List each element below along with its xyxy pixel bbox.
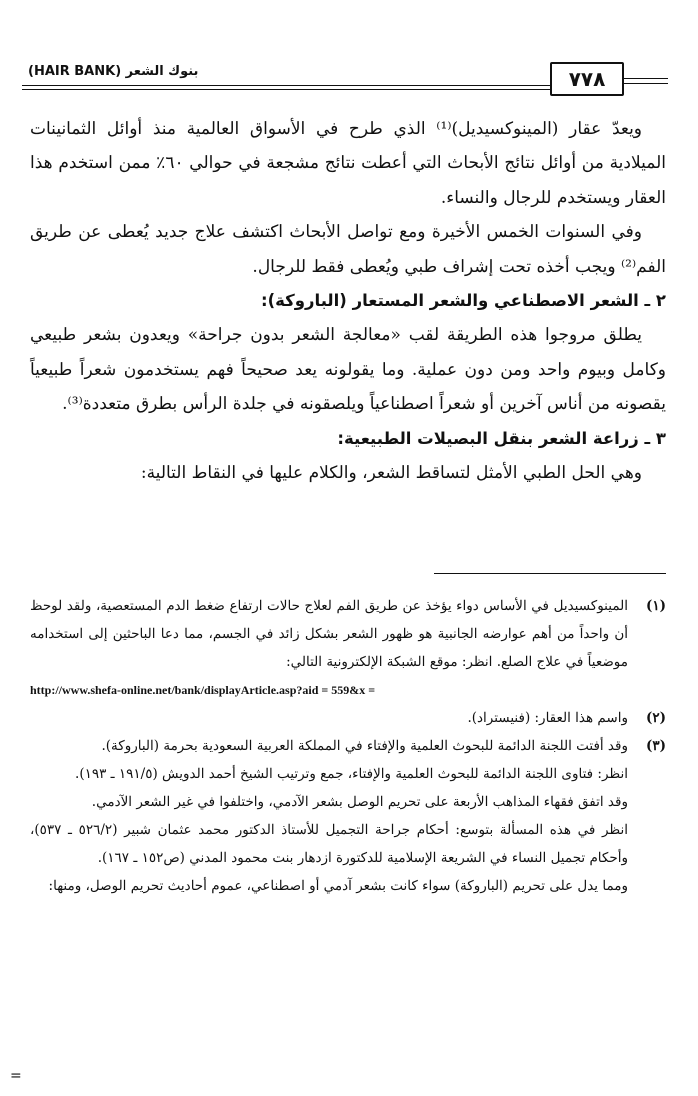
section-heading-transplant: ٣ ـ زراعة الشعر بنقل البصيلات الطبيعية:	[337, 428, 666, 448]
header-ornament-line-secondary	[622, 83, 668, 84]
page-header	[22, 58, 668, 98]
footnotes	[30, 592, 666, 900]
footnote-text: وقد أفتت اللجنة الدائمة للبحوث العلمية والإفتاء في المملكة العربية السعودية بحرمة (الباروكة).	[101, 738, 628, 754]
footnote-1	[30, 592, 666, 676]
footnote-separator	[434, 573, 666, 574]
page-number: ٧٧٨	[550, 62, 624, 96]
footnote-number: (١)	[645, 598, 666, 614]
paragraph-minoxidil: ويعدّ عقار (المينوكسيديل)⁽¹⁾ الذي طرح في الأسواق العالمية منذ أوائل الثمانينات الميلادية من أوائل نتائج الأبحاث التي أعطت نتائج مشجعة في حوالي ٦٠٪ ممن استخدم هذا العقار ويستخدم للرجال والنساء.	[30, 119, 666, 208]
footnote-text: المينوكسيديل في الأساس دواء يؤخذ عن طريق الفم لعلاج حالات ارتفاع ضغط الدم المستعصية، ولقد لوحظ أن واحداً من أهم عوارضه الجانبية هو ظهور الشعر بشكل زائد في الجسم، مما دعا الباحثين إلى استخدامه موضعياً في علاج الصلع. انظر: موقع الشبكة الإلكترونية التالي:	[30, 598, 628, 670]
running-title: بنوك الشعر (HAIR BANK)	[28, 64, 199, 79]
header-rule	[22, 85, 550, 86]
footnote-continuation: وقد اتفق فقهاء المذاهب الأربعة على تحريم الوصل بشعر الآدمي، واختلفوا في غير الشعر الآدمي.	[91, 794, 628, 810]
footnote-2	[30, 704, 666, 732]
footnote-continuation: انظر: فتاوى اللجنة الدائمة للبحوث العلمية والإفتاء، جمع وترتيب الشيخ أحمد الدويش (١٩١/٥ ـ ١٩٣).	[75, 766, 628, 782]
main-text	[30, 112, 666, 490]
footnote-url: http://www.shefa-online.net/bank/displayArticle.asp?aid = 559&x =	[30, 683, 376, 697]
section-heading-wig: ٢ ـ الشعر الاصطناعي والشعر المستعار (الباروكة):	[261, 291, 666, 311]
header-rule-secondary	[22, 89, 550, 90]
footnote-number: (٢)	[645, 710, 666, 726]
paragraph-oral-treatment: وفي السنوات الخمس الأخيرة ومع تواصل الأبحاث اكتشف علاج جديد يُعطى عن طريق الفم⁽²⁾ ويجب أخذه تحت إشراف طبي ويُعطى فقط للرجال.	[30, 222, 666, 277]
footnote-continuation: ومما يدل على تحريم (الباروكة) سواء كانت بشعر آدمي أو اصطناعي، عموم أحاديث تحريم الوصل، ومنها:	[48, 878, 628, 894]
footnote-text: واسم هذا العقار: (فنيستراد).	[467, 710, 628, 726]
footnote-continuation: انظر في هذه المسألة بتوسع: أحكام جراحة التجميل للأستاذ الدكتور محمد عثمان شبير (٥٢٦/٢ ـ ٥٣٧)، وأحكام تجميل النساء في الشريعة الإسلامية للدكتورة ازدهار بنت محمود المدني (ص١٥٢ ـ ١٦٧).	[30, 822, 628, 866]
footnote-number: (٣)	[645, 738, 666, 754]
margin-mark: =	[10, 1068, 22, 1084]
paragraph-wig: يطلق مروجوا هذه الطريقة لقب «معالجة الشعر بدون جراحة» ويعدون بشعر طبيعي وكامل وبيوم واحد ومن دون عملية. وما يقولونه يعد صحيحاً فهم يستخدمون شعراً طبيعياً يقصونه من أناس آخرين أو شعراً اصطناعياً ويلصقونه في جلدة الرأس بطرق متعددة⁽³⁾.	[30, 325, 666, 415]
header-ornament-line	[622, 78, 668, 79]
paragraph-transplant: وهي الحل الطبي الأمثل لتساقط الشعر، والكلام عليها في النقاط التالية:	[140, 463, 642, 484]
footnote-3	[30, 732, 666, 760]
